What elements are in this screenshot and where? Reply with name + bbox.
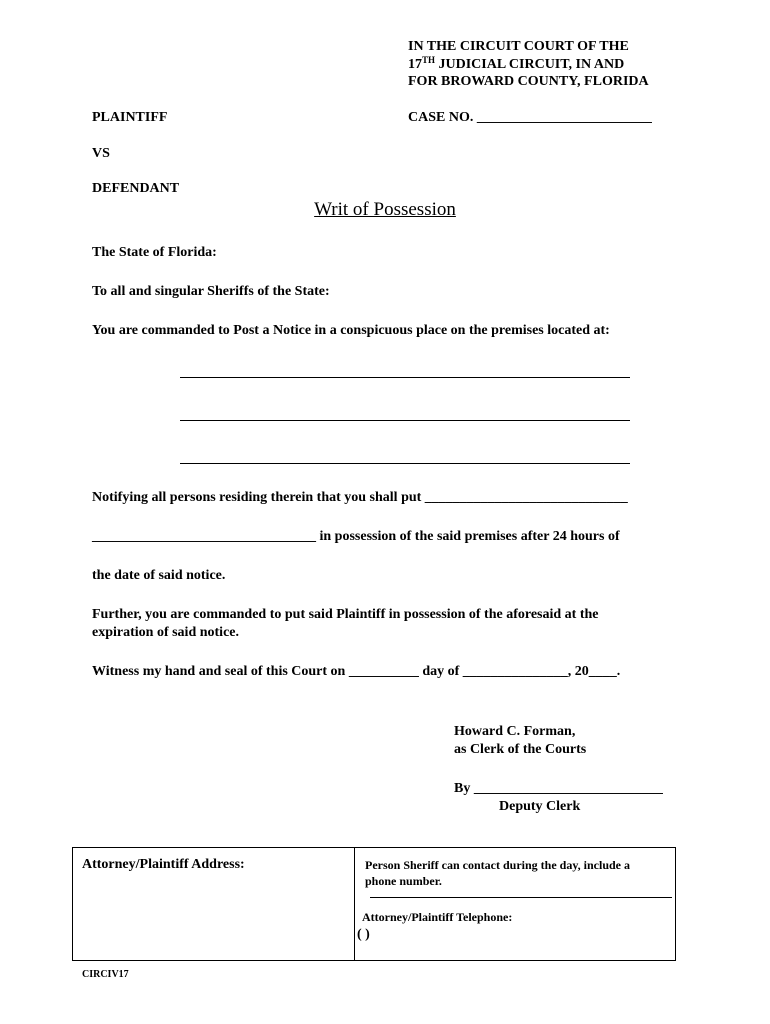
- witness-line[interactable]: Witness my hand and seal of this Court on __________ day of _______________, 20____.: [92, 664, 621, 679]
- court-line-2: [408, 56, 649, 74]
- sheriff-contact-line[interactable]: [370, 897, 672, 898]
- document-title: Writ of Possession: [314, 199, 456, 220]
- address-line-2[interactable]: [180, 420, 630, 421]
- notifying-line[interactable]: Notifying all persons residing therein that you shall put _____________________________: [92, 490, 628, 505]
- contact-box-dotted-top: [72, 847, 676, 848]
- court-line-1: IN THE CIRCUIT COURT OF THE: [408, 39, 629, 54]
- circuit-number: 17: [408, 56, 422, 72]
- plaintiff-label: PLAINTIFF: [92, 110, 168, 125]
- clerk-name: Howard C. Forman,: [454, 724, 576, 739]
- attorney-telephone-label: Attorney/Plaintiff Telephone:: [362, 910, 513, 924]
- defendant-label: DEFENDANT: [92, 181, 180, 196]
- form-code: CIRCIV17: [82, 969, 129, 980]
- sheriff-contact-label-1: Person Sheriff can contact during the day, include a: [365, 858, 631, 872]
- signature-by-line[interactable]: By ___________________________: [454, 781, 663, 796]
- state-line: The State of Florida:: [92, 245, 217, 260]
- sheriff-contact-label-2: phone number.: [365, 874, 442, 888]
- telephone-area-code[interactable]: ( ): [357, 927, 370, 942]
- sheriffs-line: To all and singular Sheriffs of the State:: [92, 284, 330, 299]
- further-line-1: Further, you are commanded to put said Plaintiff in possession of the aforesaid at the: [92, 607, 599, 622]
- date-notice-line: the date of said notice.: [92, 568, 226, 583]
- possession-line[interactable]: ________________________________ in possession of the said premises after 24 hours of: [92, 529, 620, 544]
- attorney-address-label: Attorney/Plaintiff Address:: [82, 857, 245, 872]
- clerk-role: as Clerk of the Courts: [454, 742, 587, 757]
- circuit-suffix: TH: [422, 54, 436, 65]
- commanded-line: You are commanded to Post a Notice in a conspicuous place on the premises located at:: [92, 323, 610, 338]
- case-number-field[interactable]: CASE NO. _________________________: [408, 110, 652, 125]
- contact-box-divider: [354, 848, 355, 960]
- court-line-3: FOR BROWARD COUNTY, FLORIDA: [408, 74, 649, 89]
- address-line-1[interactable]: [180, 377, 630, 378]
- further-line-2: expiration of said notice.: [92, 625, 239, 640]
- vs-label: VS: [92, 146, 110, 161]
- court-header: [408, 38, 649, 91]
- court-line-2-rest: JUDICIAL CIRCUIT, IN AND: [435, 56, 625, 72]
- deputy-clerk-label: Deputy Clerk: [499, 799, 581, 814]
- address-line-3[interactable]: [180, 463, 630, 464]
